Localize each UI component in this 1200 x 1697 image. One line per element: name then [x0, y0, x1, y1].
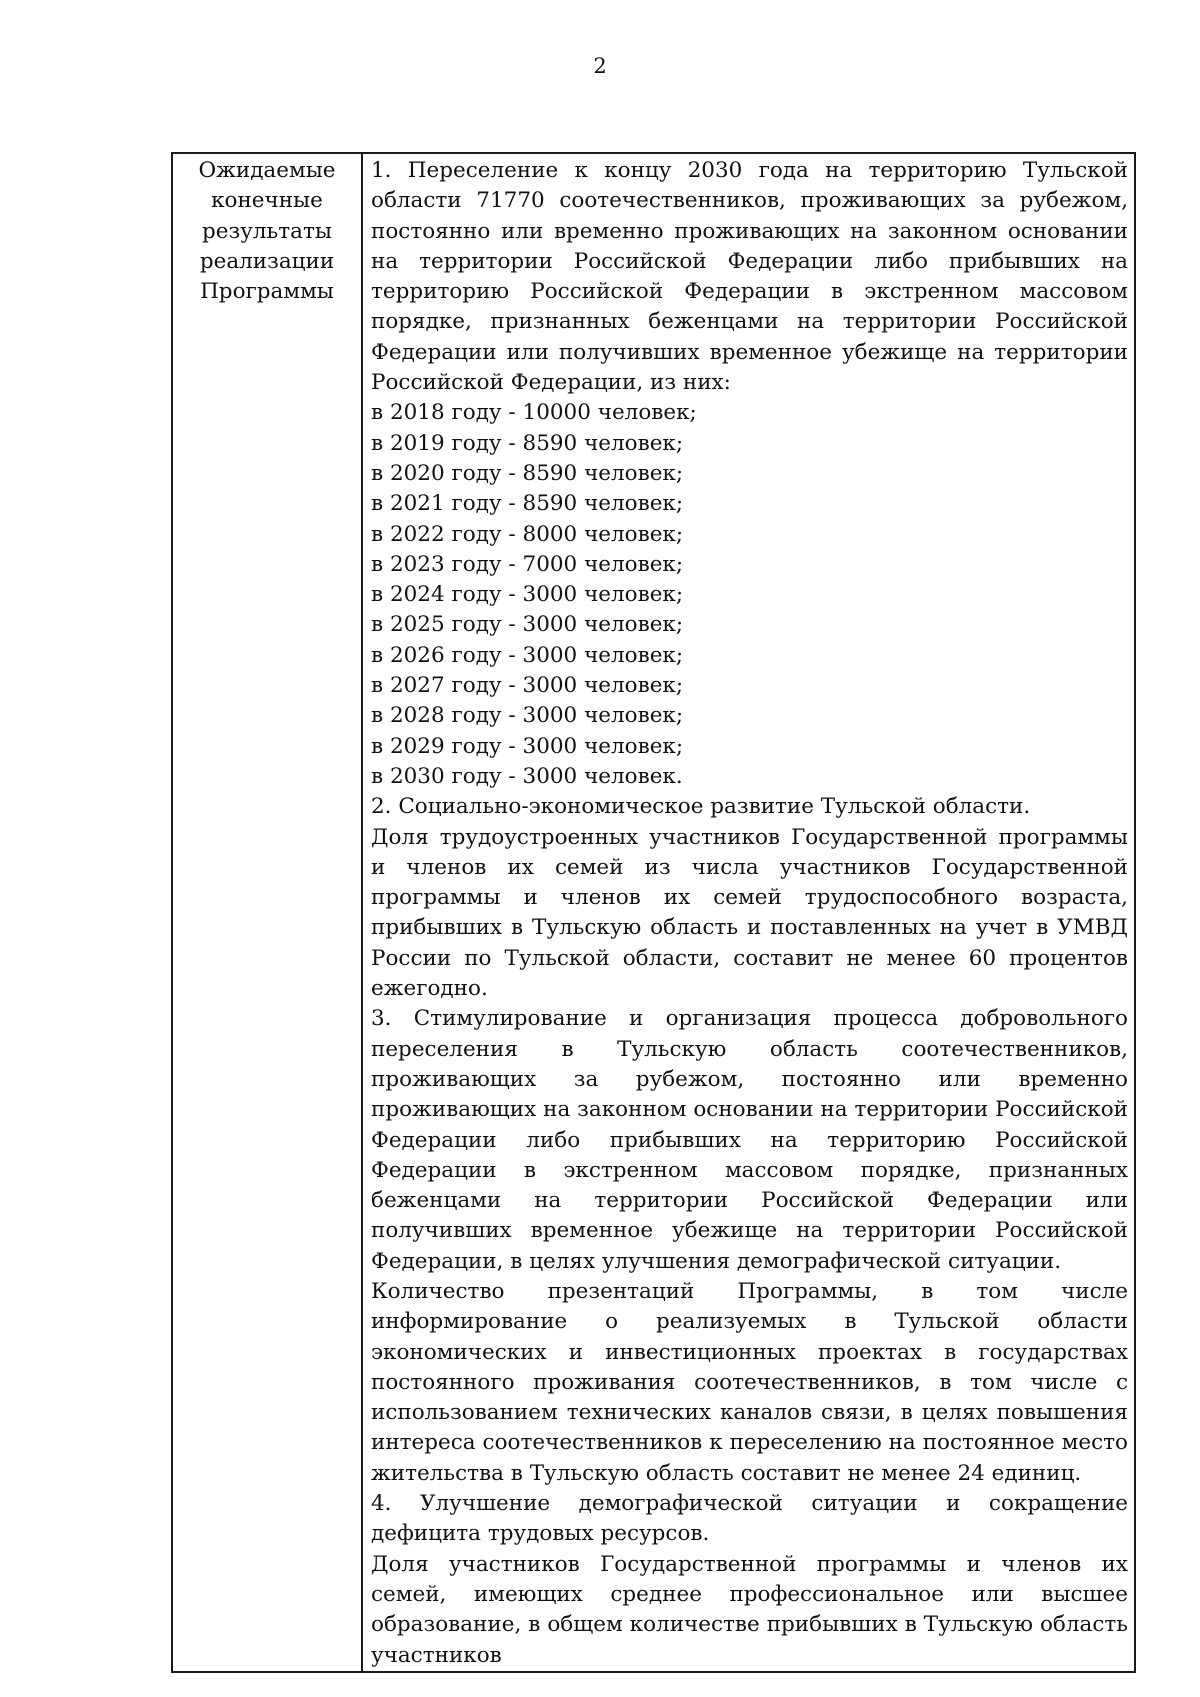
list-item: в 2029 году - 3000 человек;: [371, 733, 684, 759]
intro-paragraph: 1. Переселение к концу 2030 года на территорию Тульской области 71770 соотечественников, проживающих за рубежом, постоянно или временно проживающих на законном основании на территории Российской Федерации либо прибывших на территорию Российской Федерации в экстренном массовом порядке, признанных беженцами на территории Российской Федерации или получивших временное убежище на территории Российской Федерации, из них:: [371, 158, 1128, 396]
list-item: в 2025 году - 3000 человек;: [371, 612, 684, 638]
list-item: в 2018 году - 10000 человек;: [371, 400, 697, 426]
item-3-title: 3. Стимулирование и организация процесса добровольного переселения в Тульскую область соотечественников, проживающих за рубежом, постоянно или временно проживающих на законном основании на территории Российской Федерации либо прибывших на территорию Российской Федерации в экстренном массовом порядке, признанных беженцами на территории Российской Федерации или получивших временное убежище на территории Российской Федерации, в целях улучшения демографической ситуации.: [371, 1006, 1128, 1274]
row-content: [362, 153, 1135, 1672]
list-item: в 2022 году - 8000 человек;: [371, 521, 684, 547]
page-number: 2: [593, 54, 607, 78]
list-item: в 2020 году - 8590 человек;: [371, 460, 684, 486]
year-list: [371, 398, 1128, 792]
item-4-title: 4. Улучшение демографической ситуации и сокращение дефицита трудовых ресурсов.: [371, 1491, 1128, 1547]
results-table: [171, 152, 1136, 1673]
list-item: в 2024 году - 3000 человек;: [371, 582, 684, 608]
list-item: в 2021 году - 8590 человек;: [371, 491, 684, 517]
list-item: в 2027 году - 3000 человек;: [371, 673, 684, 699]
item-3-text: Количество презентаций Программы, в том числе информирование о реализуемых в Тульской области экономических и инвестиционных проектах в государствах постоянного проживания соотечественников, в том числе с использованием технических каналов связи, в целях повышения интереса соотечественников к переселению на постоянное место жительства в Тульскую область составит не менее 24 единиц.: [371, 1278, 1128, 1486]
item-2-title: 2. Социально-экономическое развитие Тульской области.: [371, 794, 1031, 820]
item-2-text: Доля трудоустроенных участников Государственной программы и членов их семей из числа участников Государственной программы и членов их семей трудоспособного возраста, прибывших в Тульскую область и поставленных на учет в УМВД России по Тульской области, составит не менее 60 процентов ежегодно.: [371, 824, 1128, 1002]
list-item: в 2023 году - 7000 человек;: [371, 551, 684, 577]
list-item: в 2026 году - 3000 человек;: [371, 642, 684, 668]
list-item: в 2019 году - 8590 человек;: [371, 430, 684, 456]
table-row: [172, 153, 1135, 1672]
list-item: в 2028 году - 3000 человек;: [371, 703, 684, 729]
item-4-text: Доля участников Государственной программы и членов их семей, имеющих среднее профессиональное или высшее образование, в общем количестве прибывших в Тульскую область участников: [371, 1551, 1128, 1668]
row-label: Ожидаемые конечные результаты реализации Программы: [172, 153, 362, 1672]
list-item: в 2030 году - 3000 человек.: [371, 763, 683, 789]
